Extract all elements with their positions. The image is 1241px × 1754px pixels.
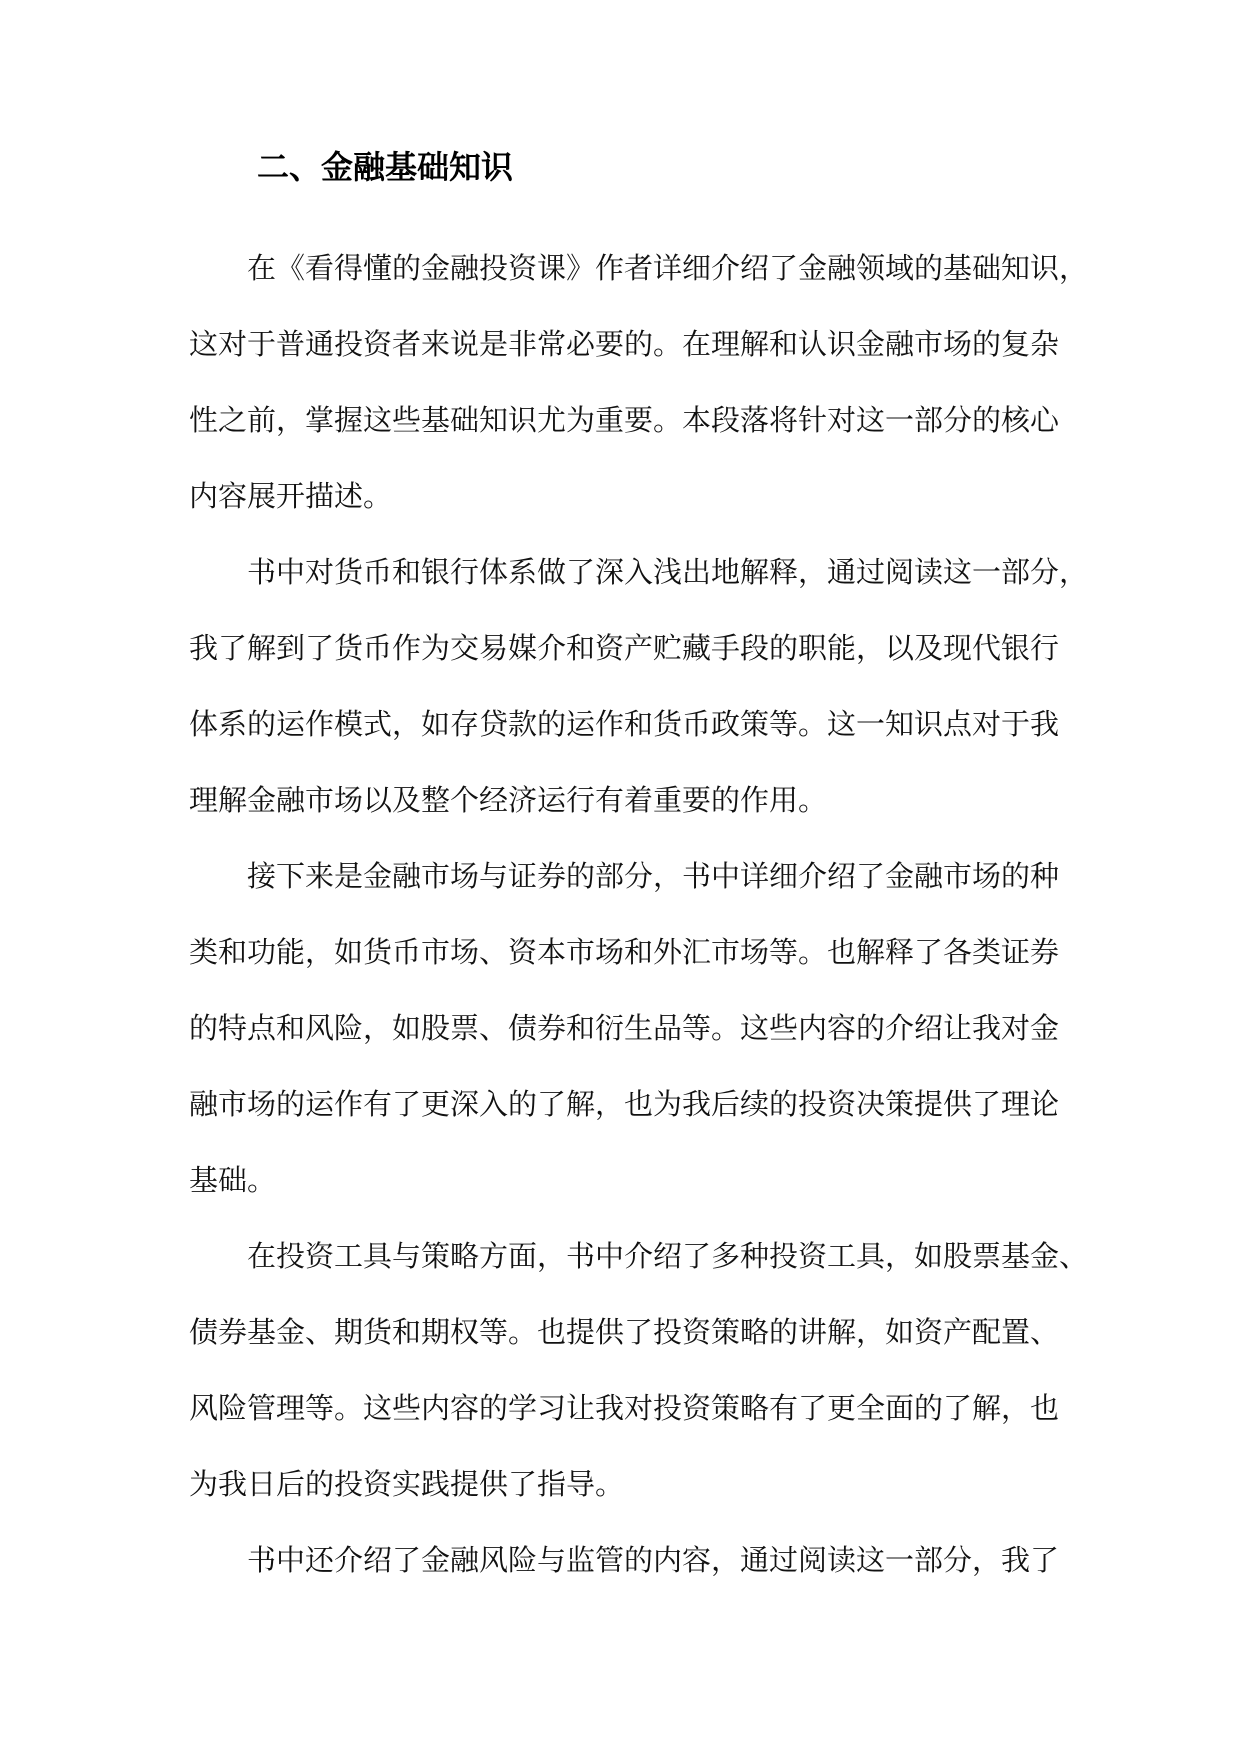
paragraph-line: 书中对货币和银行体系做了深入浅出地解释，通过阅读这一部分， bbox=[247, 555, 1089, 589]
paragraph-line: 内容展开描述。 bbox=[189, 479, 393, 513]
paragraph-line: 书中还介绍了金融风险与监管的内容，通过阅读这一部分，我了 bbox=[247, 1543, 1060, 1577]
paragraph-line: 类和功能，如货币市场、资本市场和外汇市场等。也解释了各类证券 bbox=[189, 935, 1060, 969]
paragraph-line: 性之前，掌握这些基础知识尤为重要。本段落将针对这一部分的核心 bbox=[189, 403, 1060, 437]
paragraph-line: 融市场的运作有了更深入的了解，也为我后续的投资决策提供了理论 bbox=[189, 1087, 1060, 1121]
paragraph-line: 债券基金、期货和期权等。也提供了投资策略的讲解，如资产配置、 bbox=[189, 1315, 1060, 1349]
paragraph-tools-strategies bbox=[189, 1218, 1089, 1522]
paragraph-money-banking bbox=[189, 534, 1089, 838]
paragraph-markets-securities bbox=[189, 838, 1059, 1218]
paragraph-line: 接下来是金融市场与证券的部分，书中详细介绍了金融市场的种 bbox=[247, 859, 1060, 893]
paragraph-line: 理解金融市场以及整个经济运行有着重要的作用。 bbox=[189, 783, 828, 817]
paragraph-line: 的特点和风险，如股票、债券和衍生品等。这些内容的介绍让我对金 bbox=[189, 1011, 1060, 1045]
paragraph-line: 基础。 bbox=[189, 1163, 277, 1197]
paragraph-line: 风险管理等。这些内容的学习让我对投资策略有了更全面的了解，也 bbox=[189, 1391, 1060, 1425]
body-text bbox=[189, 230, 1089, 1598]
paragraph-line: 在投资工具与策略方面，书中介绍了多种投资工具，如股票基金、 bbox=[247, 1239, 1089, 1273]
paragraph-line: 为我日后的投资实践提供了指导。 bbox=[189, 1467, 625, 1501]
paragraph-line: 体系的运作模式，如存贷款的运作和货币政策等。这一知识点对于我 bbox=[189, 707, 1060, 741]
section-heading: 二、金融基础知识 bbox=[257, 148, 514, 186]
paragraph-line: 在《看得懂的金融投资课》作者详细介绍了金融领域的基础知识， bbox=[247, 251, 1089, 285]
paragraph-money-banking-intro bbox=[189, 230, 1089, 534]
paragraph-line: 这对于普通投资者来说是非常必要的。在理解和认识金融市场的复杂 bbox=[189, 327, 1060, 361]
paragraph-risk-regulation bbox=[189, 1522, 1059, 1598]
paragraph-line: 我了解到了货币作为交易媒介和资产贮藏手段的职能，以及现代银行 bbox=[189, 631, 1060, 665]
